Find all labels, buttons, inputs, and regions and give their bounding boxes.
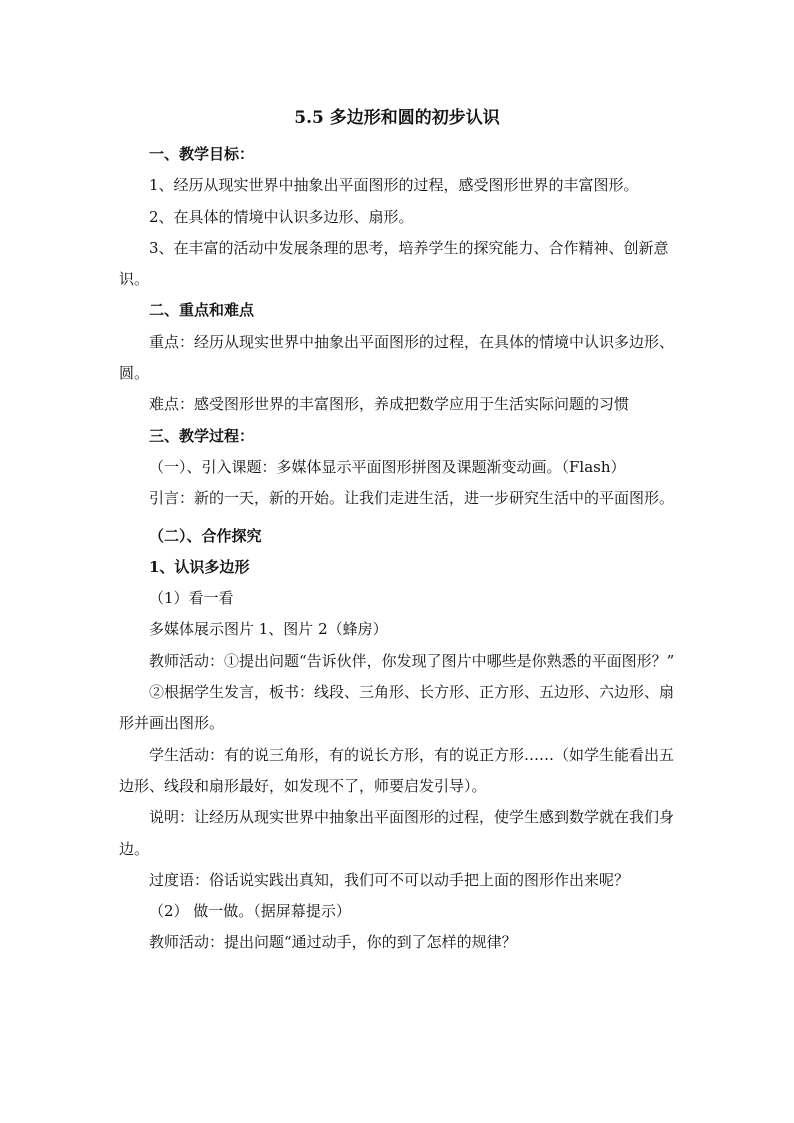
key-point-paragraph: 重点：经历从现实世界中抽象出平面图形的过程，在具体的情境中认识多边形、圆。	[119, 332, 675, 383]
subsection-heading-polygons: 1、认识多边形	[149, 557, 250, 576]
section-heading-key-points: 二、重点和难点	[149, 301, 255, 320]
objective-3: 3、在丰富的活动中发展条理的思考，培养学生的探究能力、合作精神、创新意识。	[119, 238, 669, 289]
difficulty-paragraph: 难点：感受图形世界的丰富图形，养成把数学应用于生活实际问题的习惯	[149, 395, 630, 414]
transition-paragraph: 过度语：俗话说实践出真知，我们可不可以动手把上面的图形作出来呢？	[149, 870, 630, 889]
look-step: （1）看一看	[149, 589, 234, 608]
section-heading-process: 三、教学过程：	[149, 426, 255, 445]
document-title: 5.5 多边形和圆的初步认识	[294, 108, 500, 128]
teacher-activity-rule-question: 教师活动：提出问题“通过动手，你的到了怎样的规律？	[149, 933, 517, 952]
do-step: （2） 做一做。（据屏幕提示）	[149, 902, 351, 921]
intro-quote-paragraph: 引言：新的一天，新的开始。让我们走进生活，进一步研究生活中的平面图形。	[149, 489, 675, 508]
intro-topic-paragraph: （一）、引入课题：多媒体显示平面图形拼图及课题渐变动画。（Flash）	[149, 457, 626, 476]
media-display-paragraph: 多媒体展示图片 1、图片 2（蜂房）	[149, 620, 388, 639]
student-activity-paragraph: 学生活动：有的说三角形，有的说长方形，有的说正方形……（如学生能看出五边形、线段和扇形最好，如发现不了，师要启发引导）。	[119, 745, 675, 795]
teacher-activity-question: 教师活动：①提出问题“告诉伙伴，你发现了图片中哪些是你熟悉的平面图形？”	[149, 651, 675, 670]
objective-2: 2、在具体的情境中认识多边形、扇形。	[149, 207, 414, 226]
subsection-heading-cooperation: （二）、合作探究	[149, 526, 262, 545]
document-body	[119, 139, 679, 959]
objective-1: 1、经历从现实世界中抽象出平面图形的过程，感受图形世界的丰富图形。	[149, 176, 639, 195]
explanation-paragraph: 说明：让经历从现实世界中抽象出平面图形的过程，使学生感到数学就在我们身边。	[119, 808, 675, 858]
board-writing-paragraph: ②根据学生发言，板书：线段、三角形、长方形、正方形、五边形、六边形、扇形并画出图形。	[119, 683, 675, 733]
section-heading-objectives: 一、教学目标：	[149, 145, 255, 163]
